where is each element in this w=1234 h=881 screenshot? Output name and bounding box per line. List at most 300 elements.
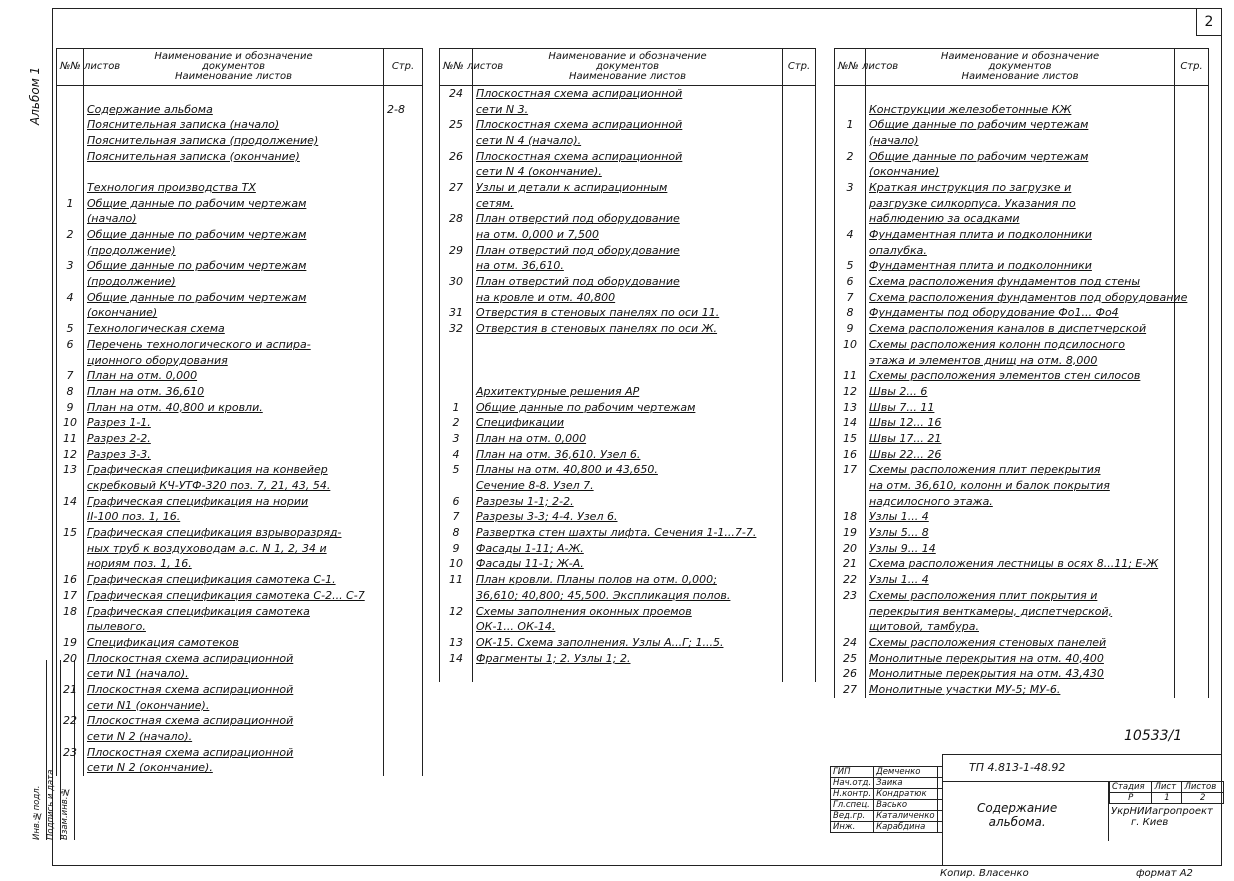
page-ref [1175, 557, 1209, 573]
page-ref [384, 557, 423, 573]
table-row [440, 588, 816, 604]
sheet-name: Спецификации [473, 415, 783, 431]
table-row [835, 510, 1209, 526]
table-row [57, 274, 423, 290]
sheet-number: 31 [440, 306, 473, 322]
sheet-name: сети N 4 (начало). [473, 133, 783, 149]
sheet-number [57, 180, 84, 196]
page-ref [783, 431, 816, 447]
table-row [57, 494, 423, 510]
page-ref [1175, 259, 1209, 275]
sheet-number [835, 478, 866, 494]
table-row [440, 463, 816, 479]
sheet-number [440, 259, 473, 275]
sheet-number [440, 102, 473, 118]
sheet-number [57, 729, 84, 745]
page-ref [783, 635, 816, 651]
role: Нач.отд. [831, 778, 874, 789]
sheet-number: 23 [835, 588, 866, 604]
sheet-name: Разрез 1-1. [84, 415, 384, 431]
table-row [835, 400, 1209, 416]
page-ref [384, 635, 423, 651]
sheet-name: Перечень технологического и аспира- [84, 337, 384, 353]
page-ref [384, 306, 423, 322]
sheet-name [473, 337, 783, 353]
person: Васько [874, 800, 938, 811]
sheet-name: перекрытия венткамеры, диспетчерской, [866, 604, 1175, 620]
sheet-number [57, 666, 84, 682]
table-row [440, 415, 816, 431]
table-row [440, 321, 816, 337]
table-row [440, 243, 816, 259]
table-row [57, 761, 423, 777]
table-row [835, 572, 1209, 588]
sheet-number: 18 [57, 604, 84, 620]
table-row [57, 259, 423, 275]
sheet-number: 16 [835, 447, 866, 463]
sheet-name: Пояснительная записка (начало) [84, 117, 384, 133]
person: Заика [874, 778, 938, 789]
signature-row [831, 778, 943, 789]
table-row [57, 86, 423, 102]
header-page: Стр. [1175, 49, 1209, 86]
sheet-number: 19 [57, 635, 84, 651]
sheet-name: Плоскостная схема аспирационной [84, 682, 384, 698]
sheet-number: 3 [835, 180, 866, 196]
sheet-name: Пояснительная записка (продолжение) [84, 133, 384, 149]
table-row [835, 180, 1209, 196]
sheet-name: сети N 3. [473, 102, 783, 118]
sheet-number [57, 761, 84, 777]
page-ref [1175, 212, 1209, 228]
table-row [835, 447, 1209, 463]
table-row [440, 478, 816, 494]
sheet-name: Монолитные перекрытия на отм. 43,430 [866, 666, 1175, 682]
page-ref [783, 180, 816, 196]
sheet-number: 9 [835, 321, 866, 337]
page-ref [783, 353, 816, 369]
sheet-name: Плоскостная схема аспирационной [84, 714, 384, 730]
sheet-number: 1 [835, 117, 866, 133]
sheet-number: 30 [440, 274, 473, 290]
sheet-number [57, 478, 84, 494]
table-row [440, 525, 816, 541]
page-ref [783, 102, 816, 118]
side-stamp-inv: Инв.№подл. [32, 660, 47, 840]
table-row [835, 415, 1209, 431]
sheet-number [57, 353, 84, 369]
sheet-name: сети N 2 (начало). [84, 729, 384, 745]
table-row [57, 619, 423, 635]
sheet-number: 20 [835, 541, 866, 557]
sheet-name: Схемы расположения плит перекрытия [866, 463, 1175, 479]
page-ref [384, 494, 423, 510]
sheet-name [84, 86, 384, 102]
sheet-number [57, 102, 84, 118]
side-stamp-replace: Взам.инв.№ [60, 660, 75, 840]
sheet-number [57, 117, 84, 133]
page-ref [1175, 274, 1209, 290]
page-ref [783, 494, 816, 510]
sheet-number: 15 [57, 525, 84, 541]
sheet-name: Монолитные участки МУ-5; МУ-6. [866, 682, 1175, 698]
signature-row [831, 811, 943, 822]
table-row [440, 212, 816, 228]
sheet-name: ных труб к воздуховодам а.с. N 1, 2, 34 и [84, 541, 384, 557]
table-row [835, 164, 1209, 180]
sheet-name: Узлы 5... 8 [866, 525, 1175, 541]
sheet-name: ОК-15. Схема заполнения. Узлы А...Г; 1...5. [473, 635, 783, 651]
sheet-number: 21 [835, 557, 866, 573]
sheet-name: Схемы расположения стеновых панелей [866, 635, 1175, 651]
sheet-name: на отм. 0,000 и 7,500 [473, 227, 783, 243]
sheet-name: План отверстий под оборудование [473, 274, 783, 290]
page-ref [384, 745, 423, 761]
sheet-name: Схемы заполнения оконных проемов [473, 604, 783, 620]
sheet-number [57, 541, 84, 557]
table-row [440, 666, 816, 682]
sheet-number: 23 [57, 745, 84, 761]
sheet-name: План кровли. Планы полов на отм. 0,000; [473, 572, 783, 588]
table-row [57, 510, 423, 526]
sheet-number: 6 [835, 274, 866, 290]
table-row [440, 306, 816, 322]
table-row [835, 86, 1209, 102]
sheet-number [835, 619, 866, 635]
stage-value: Р [1110, 793, 1152, 804]
page-ref [1175, 400, 1209, 416]
sheet-name: Плоскостная схема аспирационной [473, 86, 783, 102]
sheet-number [57, 557, 84, 573]
sheet-number [835, 494, 866, 510]
page-ref [1175, 243, 1209, 259]
table-row [835, 635, 1209, 651]
sheet-name: Общие данные по рабочим чертежам [866, 117, 1175, 133]
table-row [440, 196, 816, 212]
header-page: Стр. [783, 49, 816, 86]
sheet-name: Фундаментная плита и подколонники [866, 227, 1175, 243]
sheet-number [835, 353, 866, 369]
page-ref [1175, 525, 1209, 541]
table-row [835, 604, 1209, 620]
sheet-number: 5 [57, 321, 84, 337]
table-row [440, 133, 816, 149]
sheet-name: Узлы 1... 4 [866, 572, 1175, 588]
page-ref [1175, 572, 1209, 588]
sheet-name: Узлы и детали к аспирационным [473, 180, 783, 196]
copied-by: Копир. Власенко [940, 868, 1029, 879]
table-row [835, 541, 1209, 557]
sheet-number: 7 [57, 368, 84, 384]
sheet-number [835, 164, 866, 180]
sheet-number: 2 [440, 415, 473, 431]
table-row [440, 227, 816, 243]
sheet-name: Схема расположения фундаментов под оборудование [866, 290, 1175, 306]
sheet-number: 8 [835, 306, 866, 322]
page-ref [384, 227, 423, 243]
sheet-name: Графическая спецификация взрыворазряд- [84, 525, 384, 541]
sheet-name: Графическая спецификация самотека [84, 604, 384, 620]
sheet-name: на кровле и отм. 40,800 [473, 290, 783, 306]
sheet-name: Разрез 2-2. [84, 431, 384, 447]
sheet-name: Развертка стен шахты лифта. Сечения 1-1...7-7. [473, 525, 783, 541]
page-ref [783, 290, 816, 306]
sheet-number: 10 [835, 337, 866, 353]
page-ref [1175, 447, 1209, 463]
table-row [57, 431, 423, 447]
sheet-number: 2 [57, 227, 84, 243]
page-ref [1175, 682, 1209, 698]
sheet-name: Архитектурные решения АР [473, 384, 783, 400]
sheet-number [57, 212, 84, 228]
sheet-number [440, 368, 473, 384]
sheet-name: Общие данные по рабочим чертежам [84, 290, 384, 306]
sheet-name: этажа и элементов днищ на отм. 8,000 [866, 353, 1175, 369]
sheet-name: разгрузке силкорпуса. Указания по [866, 196, 1175, 212]
sheet-number: 1 [440, 400, 473, 416]
sheet-name: Монолитные перекрытия на отм. 40,400 [866, 651, 1175, 667]
sheet-name: скребковый КЧ-УТФ-320 поз. 7, 21, 43, 54. [84, 478, 384, 494]
org-name: УкрНИИагропроект [1111, 806, 1213, 817]
sheet-number: 12 [835, 384, 866, 400]
page-ref [384, 463, 423, 479]
table-row [835, 290, 1209, 306]
sheet-name: План на отм. 0,000 [84, 368, 384, 384]
sheet-name: ОК-1... ОК-14. [473, 619, 783, 635]
sheet-name: Технологическая схема [84, 321, 384, 337]
role: ГИП [831, 767, 874, 778]
table-row [440, 400, 816, 416]
signature-row [831, 767, 943, 778]
sheet-name: (начало) [84, 212, 384, 228]
page-ref [783, 86, 816, 102]
sheet-number [835, 604, 866, 620]
page-ref [783, 525, 816, 541]
page-ref [1175, 588, 1209, 604]
table-row [835, 133, 1209, 149]
sheet-name [84, 164, 384, 180]
table-row [57, 384, 423, 400]
page-ref [1175, 353, 1209, 369]
page-ref [384, 415, 423, 431]
sheet-number: 12 [440, 604, 473, 620]
page-ref [1175, 180, 1209, 196]
table-row [835, 494, 1209, 510]
sheet-number: 24 [440, 86, 473, 102]
sheet-name: сети N1 (начало). [84, 666, 384, 682]
page-ref [384, 682, 423, 698]
page-ref [783, 117, 816, 133]
sheet-number [440, 227, 473, 243]
sheet-number: 6 [440, 494, 473, 510]
table-row [57, 290, 423, 306]
sheet-name: Планы на отм. 40,800 и 43,650. [473, 463, 783, 479]
page-ref [1175, 415, 1209, 431]
page-ref [384, 196, 423, 212]
table-row [57, 212, 423, 228]
sheet-name: Узлы 1... 4 [866, 510, 1175, 526]
sheet-number: 32 [440, 321, 473, 337]
sheet-name: Графическая спецификация на нории [84, 494, 384, 510]
sheet-number: 4 [440, 447, 473, 463]
page-ref [1175, 196, 1209, 212]
page-ref [384, 259, 423, 275]
sheet-name: нориям поз. 1, 16. [84, 557, 384, 573]
sheet-name: Фундаментная плита и подколонники [866, 259, 1175, 275]
table-row [440, 102, 816, 118]
sheet-number [440, 619, 473, 635]
sheet-name: (окончание) [866, 164, 1175, 180]
page-ref [1175, 541, 1209, 557]
table-row [57, 682, 423, 698]
page-ref [783, 196, 816, 212]
sheet-number [440, 666, 473, 682]
sheet-name: План отверстий под оборудование [473, 212, 783, 228]
table-row [57, 337, 423, 353]
page-ref [783, 400, 816, 416]
table-row [440, 619, 816, 635]
side-stamp-sign: Подпись и дата [46, 660, 61, 840]
sheet-name [473, 368, 783, 384]
table-row [835, 337, 1209, 353]
sheet-number: 28 [440, 212, 473, 228]
page-ref [783, 384, 816, 400]
sheet-number: 20 [57, 651, 84, 667]
page-ref [1175, 117, 1209, 133]
table-row [57, 133, 423, 149]
sheet-name: Фундаменты под оборудование Фо1... Фо4 [866, 306, 1175, 322]
page-ref [783, 666, 816, 682]
table-row [835, 259, 1209, 275]
table-row [835, 321, 1209, 337]
sheet-number: 8 [440, 525, 473, 541]
table-row [835, 384, 1209, 400]
page-ref [384, 588, 423, 604]
table-row [835, 588, 1209, 604]
table-row [835, 196, 1209, 212]
page-ref [384, 243, 423, 259]
sheet-name: Общие данные по рабочим чертежам [473, 400, 783, 416]
table-row [835, 306, 1209, 322]
sheet-name: Схема расположения каналов в диспетчерской [866, 321, 1175, 337]
table-row [440, 494, 816, 510]
page-ref [384, 729, 423, 745]
sheet-number: 29 [440, 243, 473, 259]
sheet-name: Краткая инструкция по загрузке и [866, 180, 1175, 196]
page-ref [783, 447, 816, 463]
sheet-number [57, 243, 84, 259]
table-row [57, 604, 423, 620]
table-row [57, 180, 423, 196]
page-ref [384, 525, 423, 541]
table-row [440, 541, 816, 557]
table-row [440, 117, 816, 133]
sheet-name: Узлы 9... 14 [866, 541, 1175, 557]
sheet-number: 4 [57, 290, 84, 306]
header-name: Наименование и обозначение документов Наименование листов [473, 49, 783, 86]
title-area [942, 754, 1222, 866]
table-row [835, 353, 1209, 369]
page-ref [384, 337, 423, 353]
table-row [57, 164, 423, 180]
page-ref: 2-8 [384, 102, 423, 118]
table-row [57, 666, 423, 682]
sheet-name: Плоскостная схема аспирационной [84, 745, 384, 761]
sheet-name: Схема расположения лестницы в осях 8...11; Е-Ж [866, 557, 1175, 573]
table-row [440, 149, 816, 165]
page-ref [783, 149, 816, 165]
sheet-number: 11 [57, 431, 84, 447]
table-row [57, 745, 423, 761]
sheet-format: формат А2 [1136, 868, 1193, 879]
sheet-number [835, 102, 866, 118]
sheet-name: Отверстия в стеновых панелях по оси 11. [473, 306, 783, 322]
table-row [835, 557, 1209, 573]
page-ref [783, 337, 816, 353]
page-ref [783, 619, 816, 635]
table-row [57, 117, 423, 133]
sheet-name: 36,610; 40,800; 45,500. Экспликация полов. [473, 588, 783, 604]
page-ref [783, 541, 816, 557]
table-row [440, 572, 816, 588]
sheet-name: Фасады 1-11; А-Ж. [473, 541, 783, 557]
sheet-name: Швы 2... 6 [866, 384, 1175, 400]
page-ref [1175, 149, 1209, 165]
sheet-number [440, 478, 473, 494]
sheet-name: Общие данные по рабочим чертежам [84, 259, 384, 275]
page-ref [1175, 368, 1209, 384]
sheet-number: 11 [835, 368, 866, 384]
sheet-name: План на отм. 36,610. Узел 6. [473, 447, 783, 463]
sheet-name: Сечение 8-8. Узел 7. [473, 478, 783, 494]
header-num: №№ листов [835, 49, 866, 86]
table-row [440, 604, 816, 620]
index-table-3 [834, 48, 1209, 698]
page-ref [384, 321, 423, 337]
sheet-name: пылевого. [84, 619, 384, 635]
sheet-number [835, 196, 866, 212]
sheet-name: Разрезы 1-1; 2-2. [473, 494, 783, 510]
sheet-number: 14 [440, 651, 473, 667]
page-ref [384, 290, 423, 306]
table-row [835, 682, 1209, 698]
sheet-number: 14 [57, 494, 84, 510]
sheet-name: Содержание альбома [84, 102, 384, 118]
table-row [835, 149, 1209, 165]
person: Кондратюк [874, 789, 938, 800]
page-ref [783, 133, 816, 149]
page-ref [783, 259, 816, 275]
sheet-number [835, 243, 866, 259]
sheet-number [57, 306, 84, 322]
person: Карабдина [874, 822, 938, 833]
sheet-number: 13 [57, 463, 84, 479]
page-ref [384, 761, 423, 777]
index-table-2 [439, 48, 816, 682]
page-ref [384, 400, 423, 416]
page-ref [1175, 463, 1209, 479]
sheet-value: 1 [1152, 793, 1182, 804]
page-ref [1175, 337, 1209, 353]
sheet-number: 24 [835, 635, 866, 651]
table-row [835, 274, 1209, 290]
page-ref [783, 368, 816, 384]
sheet-name: (окончание) [84, 306, 384, 322]
sheet-name: Схемы расположения плит покрытия и [866, 588, 1175, 604]
table-row [835, 117, 1209, 133]
table-row [57, 353, 423, 369]
org-city: г. Киев [1131, 817, 1169, 828]
